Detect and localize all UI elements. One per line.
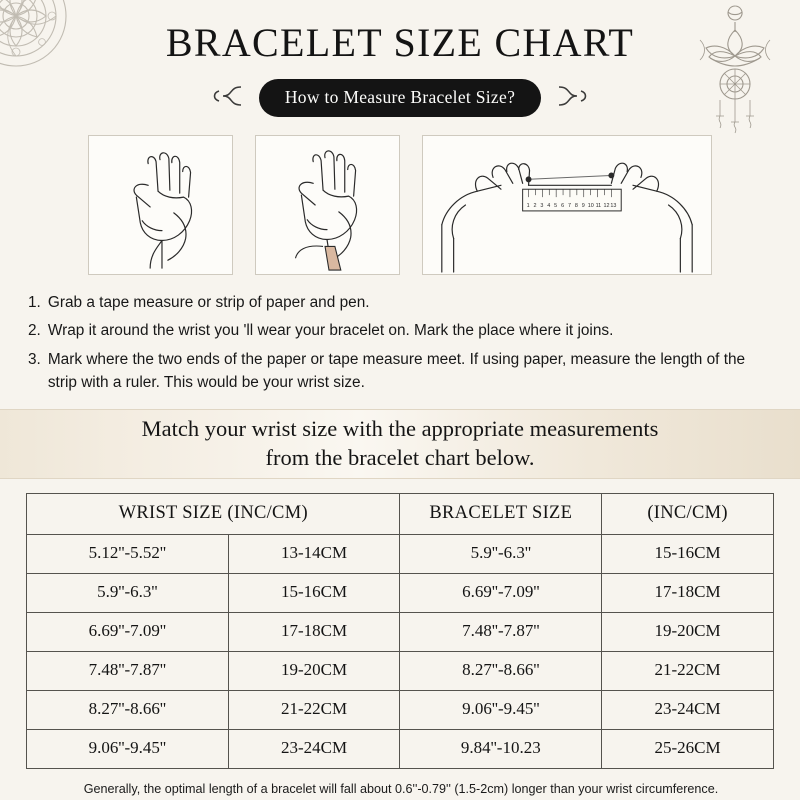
cell-bracelet-inch: 7.48''-7.87'' — [400, 612, 602, 651]
cell-bracelet-cm: 19-20CM — [602, 612, 774, 651]
step-text: Wrap it around the wrist you 'll wear your bracelet on. Mark the place where it joins. — [47, 322, 614, 340]
step-number: 2. — [28, 322, 41, 340]
bracelet-size-table — [26, 493, 774, 769]
svg-text:13: 13 — [610, 202, 617, 209]
step-number: 3. — [28, 350, 41, 368]
right-flourish-icon — [555, 83, 589, 113]
cell-wrist-cm: 23-24CM — [228, 729, 400, 768]
footnote-text: Generally, the optimal length of a bracelet will fall about 0.6''-0.79'' (1.5-2cm) longer than your wrist circumference. — [83, 781, 719, 796]
cell-wrist-inch: 9.06''-9.45'' — [27, 729, 229, 768]
cell-wrist-cm: 19-20CM — [228, 651, 400, 690]
svg-text:9: 9 — [581, 202, 585, 209]
svg-text:3: 3 — [540, 202, 544, 209]
measure-steps-list — [28, 291, 774, 395]
svg-text:8: 8 — [574, 202, 578, 209]
table-row — [27, 573, 774, 612]
table-header-bracelet-units: (INC/CM) — [602, 493, 774, 534]
table-header-wrist-size: WRIST SIZE (INC/CM) — [27, 493, 400, 534]
cell-bracelet-inch: 9.84''-10.23 — [400, 729, 602, 768]
banner-line-1: Match your wrist size with the appropriate measurements — [141, 415, 659, 441]
cell-wrist-cm: 13-14CM — [228, 534, 400, 573]
banner-line-2: from the bracelet chart below. — [265, 444, 535, 470]
table-row — [27, 651, 774, 690]
page-title: BRACELET SIZE CHART — [165, 20, 635, 65]
list-item — [28, 348, 774, 395]
match-size-banner — [0, 409, 800, 479]
cell-bracelet-inch: 9.06''-9.45'' — [400, 690, 602, 729]
cell-wrist-inch: 7.48''-7.87'' — [27, 651, 229, 690]
cell-bracelet-inch: 8.27''-8.66'' — [400, 651, 602, 690]
left-flourish-icon — [211, 83, 245, 113]
table-row — [27, 690, 774, 729]
svg-text:11: 11 — [595, 202, 602, 209]
cell-bracelet-cm: 17-18CM — [602, 573, 774, 612]
cell-wrist-cm: 21-22CM — [228, 690, 400, 729]
cell-wrist-cm: 15-16CM — [228, 573, 400, 612]
cell-wrist-inch: 5.9''-6.3'' — [27, 573, 229, 612]
step-number: 1. — [28, 294, 41, 311]
table-row — [27, 612, 774, 651]
cell-bracelet-cm: 25-26CM — [602, 729, 774, 768]
step-text: Mark where the two ends of the paper or tape measure meet. If using paper, measure the length of the strip with a ruler. This would be your wrist size. — [47, 350, 746, 392]
svg-text:4: 4 — [547, 202, 551, 209]
hands-measuring-strip-with-ruler-illustration — [422, 135, 712, 275]
table-row — [27, 729, 774, 768]
cell-bracelet-inch: 6.69''-7.09'' — [400, 573, 602, 612]
table-header-bracelet-size: BRACELET SIZE — [400, 493, 602, 534]
hand-with-paper-strip-illustration — [255, 135, 400, 275]
svg-text:10: 10 — [587, 202, 594, 209]
list-item — [28, 291, 774, 314]
subtitle-row — [0, 79, 800, 117]
cell-wrist-cm: 17-18CM — [228, 612, 400, 651]
size-table-wrapper — [26, 493, 774, 769]
table-header-row — [27, 493, 774, 534]
svg-text:5: 5 — [554, 202, 558, 209]
hand-with-tape-measure-illustration — [88, 135, 233, 275]
svg-text:6: 6 — [561, 202, 565, 209]
cell-wrist-inch: 6.69''-7.09'' — [27, 612, 229, 651]
svg-text:7: 7 — [567, 202, 572, 209]
svg-text:1: 1 — [526, 202, 530, 209]
cell-bracelet-cm: 23-24CM — [602, 690, 774, 729]
svg-text:12: 12 — [603, 202, 610, 209]
list-item — [28, 319, 774, 342]
cell-bracelet-cm: 15-16CM — [602, 534, 774, 573]
cell-wrist-inch: 8.27''-8.66'' — [27, 690, 229, 729]
cell-bracelet-cm: 21-22CM — [602, 651, 774, 690]
subtitle-pill: How to Measure Bracelet Size? — [259, 79, 541, 117]
table-row — [27, 534, 774, 573]
step-text: Grab a tape measure or strip of paper and pen. — [47, 294, 370, 311]
svg-text:2: 2 — [533, 202, 537, 209]
cell-bracelet-inch: 5.9''-6.3'' — [400, 534, 602, 573]
cell-wrist-inch: 5.12''-5.52'' — [27, 534, 229, 573]
illustration-row — [0, 135, 800, 275]
